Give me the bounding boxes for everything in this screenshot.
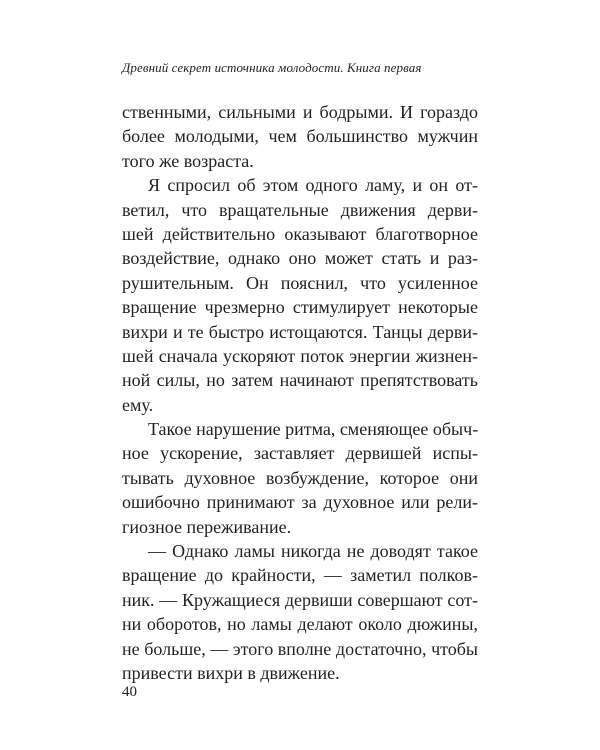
text-line: — Однако ламы никогда не доводят такое <box>148 541 478 562</box>
text-line: ное ускорение, заставляет дервишей испы- <box>122 443 478 464</box>
text-line: привести вихри в движение. <box>122 662 340 683</box>
text-line: шей действительно оказывают благотворное <box>122 223 478 244</box>
text-line: шей сначала ускоряют поток энергии жизнен- <box>122 345 478 366</box>
body-text <box>122 100 478 685</box>
text-line: вращение до крайности, — заметил полков- <box>122 565 478 586</box>
text-line: тывать духовное возбуждение, которое они <box>122 467 478 488</box>
text-line: гиозное переживание. <box>122 516 292 537</box>
paragraph-1 <box>122 100 478 173</box>
text-line: более молодыми, чем большинство мужчин <box>122 126 478 147</box>
text-line: ни оборотов, но ламы делают около дюжины, <box>122 614 478 635</box>
text-line: вихри и те быстро истощаются. Танцы дерви- <box>122 321 478 342</box>
page-number: 40 <box>122 684 137 700</box>
text-line: ственными, сильными и бодрыми. И гораздо <box>122 102 478 122</box>
text-line: ной силы, но затем начинают препятствовать <box>122 370 478 391</box>
text-line: ник. — Кружащиеся дервиши совершают сот- <box>122 589 478 610</box>
text-line: того же возраста. <box>122 150 254 171</box>
text-line: ветил, что вращательные движения дерви- <box>122 199 478 220</box>
running-header: Древний секрет источника молодости. Книга первая <box>122 60 422 75</box>
text-line: Такое нарушение ритма, сменяющее обыч- <box>148 419 479 440</box>
paragraph-2 <box>122 173 478 417</box>
text-line: воздействие, однако оно может стать и раз- <box>122 248 478 269</box>
text-line: рушительным. Он пояснил, что усиленное <box>122 272 478 293</box>
text-line: не больше, — этого вполне достаточно, чтобы <box>122 638 478 659</box>
paragraph-4 <box>122 539 478 685</box>
text-line: ошибочно принимают за духовное или рели- <box>122 492 478 513</box>
paragraph-3 <box>122 417 478 539</box>
text-line: вращение чрезмерно стимулирует некоторые <box>122 297 478 318</box>
text-line: ему. <box>122 394 154 415</box>
text-line: Я спросил об этом одного ламу, и он от- <box>148 175 478 196</box>
